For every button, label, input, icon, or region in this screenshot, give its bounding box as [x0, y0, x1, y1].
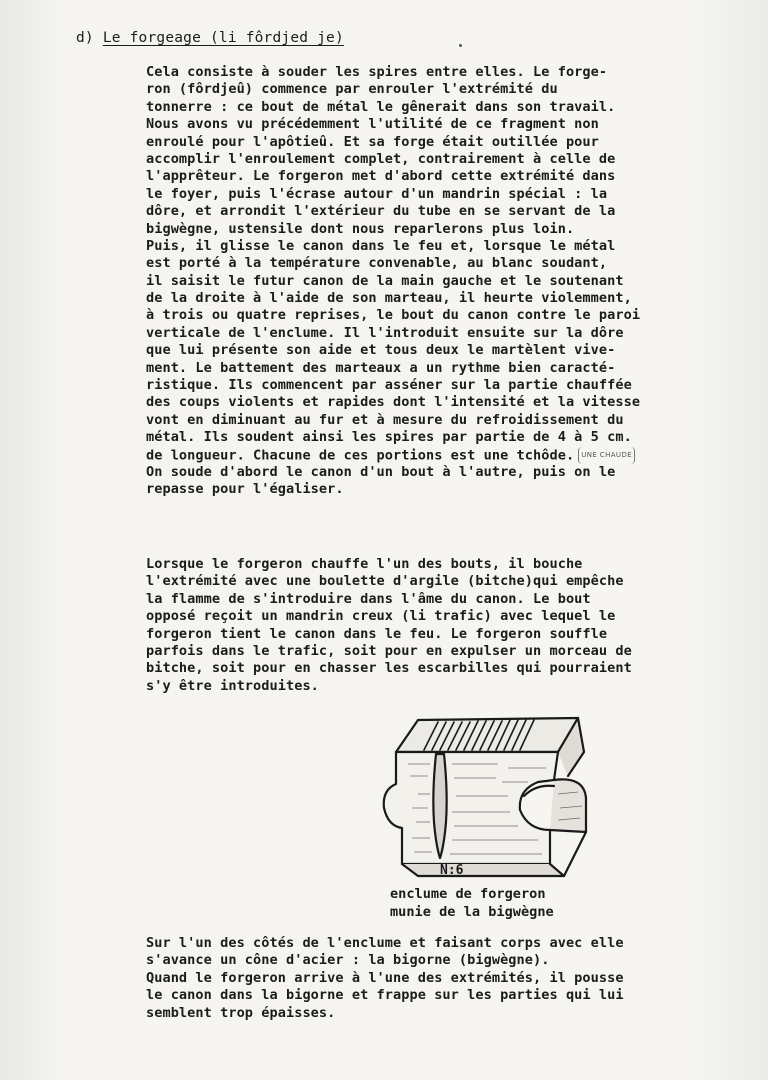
text-line: s'y être introduites. [146, 677, 319, 694]
text-line: bitche, soit pour en chasser les escarbilles qui pourraient [146, 660, 632, 677]
text-line: est porté à la température convenable, au blanc soudant, [146, 255, 608, 272]
text-line: Quand le forgeron arrive à l'une des extrémités, il pousse [146, 969, 624, 986]
text-line: Sur l'un des côtés de l'enclume et faisant corps avec elle [146, 935, 624, 951]
section-heading [76, 30, 344, 46]
text-line: parfois dans le trafic, soit pour en expulser un morceau de [146, 642, 632, 659]
text-line: de la droite à l'aide de son marteau, il heurte violemment, [146, 290, 632, 307]
text-line: l'extrémité avec une boulette d'argile (bitche)qui empêche [146, 573, 624, 590]
text-line: Cela consiste à souder les spires entre elles. Le forge- [146, 64, 608, 80]
text-line: tonnerre : ce bout de métal le gênerait dans son travail. [146, 98, 616, 115]
text-line: la flamme de s'introduire dans l'âme du canon. Le bout [146, 590, 591, 607]
paragraph-forging-process [146, 64, 746, 499]
text-line-with-annotation [146, 447, 746, 464]
text-line: Nous avons vu précédemment l'utilité de ce fragment non [146, 116, 599, 133]
text-line: il saisit le futur canon de la main gauche et le soutenant [146, 272, 624, 289]
section-label: d) [76, 30, 94, 46]
caption-line: enclume de forgeron [390, 886, 546, 902]
text-line: dôre, et arrondit l'extérieur du tube en se servant de la [146, 203, 616, 220]
ink-speck [459, 44, 462, 47]
text-line: de longueur. Chacune de ces portions est une tchôde. [146, 447, 575, 464]
text-line: des coups violents et rapides dont l'intensité et la vitesse [146, 394, 641, 411]
text-line: Lorsque le forgeron chauffe l'un des bouts, il bouche [146, 556, 583, 572]
paragraph-bigorne [146, 935, 746, 1022]
text-line: opposé reçoit un mandrin creux (li trafic) avec lequel le [146, 608, 616, 625]
text-line: On soude d'abord le canon d'un bout à l'autre, puis on le [146, 463, 616, 480]
figure-number: N:6 [440, 863, 464, 878]
figure-caption [390, 885, 554, 921]
text-line: Puis, il glisse le canon dans le feu et, lorsque le métal [146, 237, 616, 254]
text-line: métal. Ils soudent ainsi les spires par partie de 4 à 5 cm. [146, 429, 632, 446]
text-line: semblent trop épaisses. [146, 1004, 336, 1021]
text-line: à trois ou quatre reprises, le bout du canon contre le paroi [146, 307, 641, 324]
text-line: que lui présente son aide et tous deux le martèlent vive- [146, 342, 616, 359]
text-line: repasse pour l'égaliser. [146, 481, 344, 498]
text-line: enroulé pour l'apôtieû. Et sa forge était outillée pour [146, 133, 599, 150]
text-line: ment. Le battement des marteaux a un rythme bien caracté- [146, 359, 616, 376]
text-line: accomplir l'enroulement complet, contrairement à celle de [146, 150, 616, 167]
anvil-illustration [378, 712, 598, 882]
text-line: le canon dans la bigorne et frappe sur les parties qui lui [146, 987, 624, 1004]
section-title: Le forgeage (li fôrdjed je) [102, 30, 344, 46]
text-line: ristique. Ils commencent par asséner sur la partie chauffée [146, 377, 632, 394]
text-line: le foyer, puis l'écrase autour d'un mandrin spécial : la [146, 185, 608, 202]
text-line: l'apprêteur. Le forgeron met d'abord cette extrémité dans [146, 168, 616, 185]
paragraph-clay-plug [146, 556, 746, 695]
text-line: verticale de l'enclume. Il l'introduit ensuite sur la dôre [146, 324, 624, 341]
caption-line: munie de la bigwègne [390, 904, 554, 920]
text-line: forgeron tient le canon dans le feu. Le forgeron souffle [146, 625, 608, 642]
text-line: ron (fôrdjeû) commence par enrouler l'extrémité du [146, 81, 558, 98]
text-line: s'avance un cône d'acier : la bigorne (bigwègne). [146, 952, 550, 969]
text-line: vont en diminuant au fur et à mesure du refroidissement du [146, 411, 624, 428]
text-line: bigwègne, ustensile dont nous reparlerons plus loin. [146, 220, 575, 237]
handwritten-annotation: UNE CHAUDE [578, 447, 635, 464]
